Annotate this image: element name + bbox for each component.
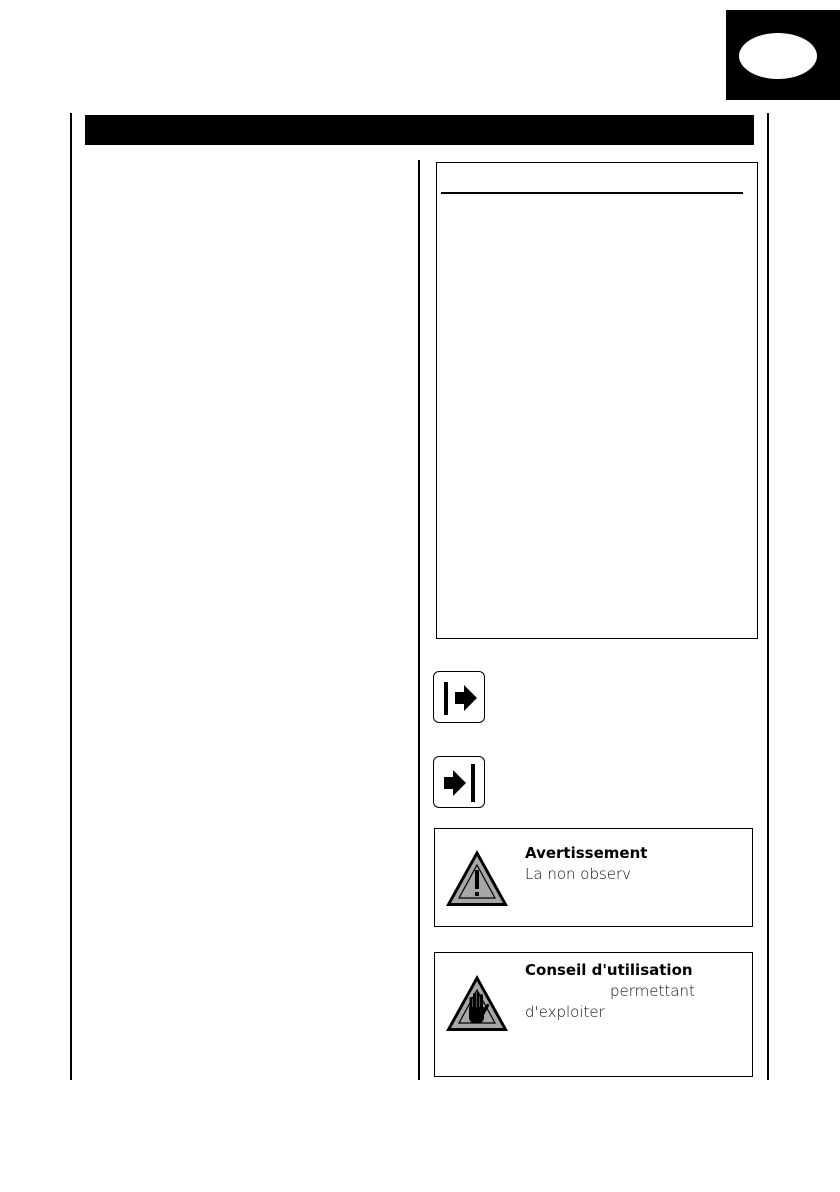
arrow-bar-symbol	[433, 756, 485, 808]
tip-text-line-2: d'exploiter	[525, 1003, 605, 1021]
hand-triangle-icon	[444, 973, 510, 1033]
oval-badge-icon	[739, 33, 817, 79]
info-box	[436, 162, 758, 639]
right-margin-rule	[767, 113, 769, 1080]
warning-text: La non observ	[525, 865, 632, 883]
warning-triangle-icon	[444, 848, 510, 908]
tip-text-line-1: permettant	[610, 982, 695, 1000]
column-divider-rule	[418, 160, 420, 1080]
warning-notice	[434, 828, 753, 927]
tip-notice	[434, 952, 753, 1077]
section-header-bar	[85, 115, 754, 145]
bar-arrow-symbol	[433, 671, 485, 723]
bar-arrow-right-icon	[434, 672, 486, 724]
info-box-heading-rule	[441, 192, 743, 194]
language-tab	[726, 10, 840, 100]
left-margin-rule	[70, 113, 72, 1080]
warning-title: Avertissement	[525, 844, 648, 862]
tip-title: Conseil d'utilisation	[525, 961, 693, 979]
arrow-right-bar-icon	[434, 757, 486, 809]
